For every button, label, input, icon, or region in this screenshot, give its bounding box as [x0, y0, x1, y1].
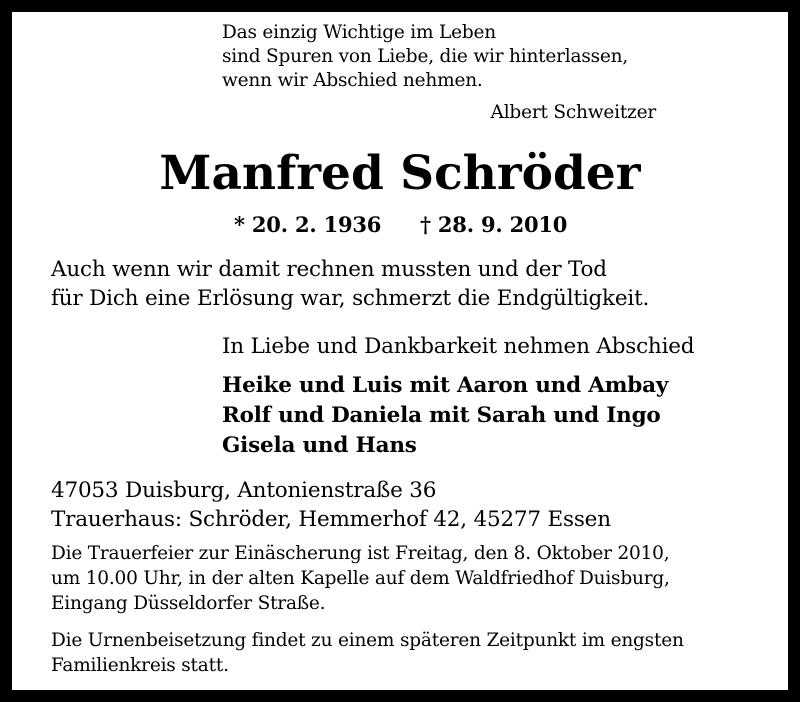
quote-line: wenn wir Abschied nehmen.: [222, 70, 483, 91]
death-date: † 28. 9. 2010: [420, 212, 568, 237]
birth-date: * 20. 2. 1936: [234, 212, 382, 237]
message-line: Auch wenn wir damit rechnen mussten und der Tod: [51, 257, 607, 282]
burial-line: Familienkreis statt.: [51, 655, 229, 676]
address-line: Trauerhaus: Schröder, Hemmerhof 42, 45277 Essen: [51, 507, 611, 532]
quote-line: sind Spuren von Liebe, die wir hinterlassen,: [222, 46, 629, 67]
family-member-line: Rolf und Daniela mit Sarah und Ingo: [222, 403, 661, 428]
burial-line: Die Urnenbeisetzung findet zu einem späteren Zeitpunkt im engsten: [51, 630, 684, 651]
address-line: 47053 Duisburg, Antonienstraße 36: [51, 478, 437, 503]
quote-line: Das einzig Wichtige im Leben: [222, 22, 496, 43]
ceremony-line: Eingang Düsseldorfer Straße.: [51, 593, 326, 614]
ceremony-line: um 10.00 Uhr, in der alten Kapelle auf dem Waldfriedhof Duisburg,: [51, 568, 670, 589]
ceremony-line: Die Trauerfeier zur Einäscherung ist Freitag, den 8. Oktober 2010,: [51, 543, 670, 564]
deceased-name: Manfred Schröder: [159, 146, 641, 201]
family-member-line: Heike und Luis mit Aaron und Ambay: [222, 373, 669, 398]
family-member-line: Gisela und Hans: [222, 433, 417, 458]
farewell-line: In Liebe und Dankbarkeit nehmen Abschied: [222, 334, 695, 359]
quote-author: Albert Schweitzer: [490, 102, 656, 123]
message-line: für Dich eine Erlösung war, schmerzt die Endgültigkeit.: [51, 286, 650, 311]
